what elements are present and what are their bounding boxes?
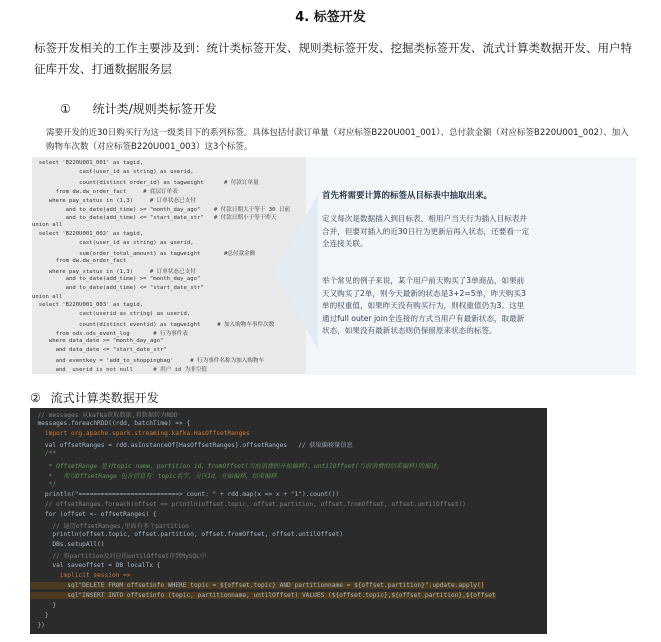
code-line: cast(userid as string) as userid,	[32, 311, 191, 318]
code-line: * 所以OffsetRange 包含信息有：topic名字，分区Id，开始偏移，结束偏移	[30, 472, 277, 480]
code-line: // messages 从kafka获取数据,将数据转为RDD	[30, 412, 178, 419]
code-line: where pay_status in (1,3) # 订单状态已支付	[32, 268, 196, 275]
code-line: // 遍历offsetRanges,里面有多个partition	[30, 523, 189, 531]
code-line: val offsetRanges = rdd.asInstanceOf[HasOffsetRanges].offsetRanges // 获取偏移量信息	[30, 442, 353, 450]
code-line: and eventkey = 'add_to_shoppingbag' # 行为事件名称为加入购物车	[32, 357, 265, 364]
figure-caption: 需要开发的近30日购买行为这一级类目下的系列标签。具体包括付款订单量（对应标签B220U001_001）、总付款金额（对应标签B220U001_002）、加入购物车次数（对应标签B220U001_003）这3个标签。	[46, 128, 629, 152]
code-line: sql"DELETE FROM offsetinfo WHERE topic = ${offset.topic} AND partitionname = ${offset.partition}".update.apply()	[30, 581, 485, 589]
code-line: val saveoffset = DB localTx {	[30, 561, 161, 569]
explanation-paragraph-1: 定义每次是数据插入到目标表，相用户当天行为插入目标表并合并，但要对插入的近30日行为更新后再入状态，还要看一定全连接关联。	[322, 214, 530, 248]
code-line: })	[30, 622, 45, 630]
sql-code-figure	[32, 157, 306, 374]
code-line: println(offset.topic, offset.partition, offset.fromOffset, offset.untilOffset)	[30, 531, 343, 539]
code-line: }	[30, 612, 49, 619]
code-line: where pay_status in (1,3) # 订单状态已支付	[32, 197, 196, 204]
code-line: and data_date <= "start_date_str"	[32, 346, 167, 353]
code-line: println("===========================> count: " + rdd.map(x => x + "1").count())	[30, 490, 340, 498]
subsection-title: 统计类/规则类标签开发	[92, 102, 217, 116]
code-line: and userid is not null # 用户 id 为非空值	[32, 366, 208, 373]
code-line: from dw.dw_order_fact	[32, 257, 127, 264]
code-line: sum(order_total_amount) as tagweight #总付款金额	[32, 251, 256, 257]
explanation-box	[306, 157, 636, 375]
scala-code-figure	[30, 408, 547, 634]
code-line: from dw.dw_order_fact # 底层订单表	[32, 188, 178, 195]
code-line: DBs.setupAll()	[30, 541, 105, 549]
code-line: and to_date(add_time) <= "start_date_str" # 付款日期小于等于昨天	[32, 215, 277, 222]
code-line: }	[30, 601, 57, 609]
code-line: and to_date(add_time) >= "month_day_ago"	[32, 275, 201, 282]
code-line: implicit session =>	[30, 571, 131, 579]
explanation-title: 首先将需要计算的标签从目标表中抽取出来。	[322, 191, 493, 201]
code-line: for (offset <- offsetRanges) {	[30, 511, 157, 518]
section-title: 4. 标签开发	[295, 10, 366, 25]
subsection-heading-statistical	[60, 100, 217, 117]
code-line: // offsetRanges.foreach(offset => println(offset.topic, offset.partition, offset.fromOffset, offset.untilOffset))	[30, 500, 466, 508]
code-line: messages.foreachRDD((rdd, batchTime) => {	[30, 420, 191, 428]
code-line: union all	[32, 222, 63, 229]
code-line: and to_date(add_time) <= "start_date_str"	[32, 284, 204, 291]
intro-paragraph: 标签开发相关的工作主要涉及到：统计类标签开发、规则类标签开发、挖掘类标签开发、流式计算类数据开发、用户特征库开发、打通数据服务层	[34, 41, 632, 76]
subsection-number: ②	[30, 391, 41, 405]
subsection-number: ①	[60, 102, 71, 116]
code-line: count(distinct eventid) as tagweight # 加入购物车事件次数	[32, 322, 275, 329]
code-line: cast(user_id as string) as userid,	[32, 168, 194, 175]
subsection-title: 流式计算类数据开发	[50, 391, 159, 405]
explanation-paragraph-2: 举个常见的例子来说，某个用户前天购买了3单商品，如果前天又购买了2单，则今天最新的状态是3+2=5单，昨天购买3单的权重值，如果昨天没有购买行为，则权重值仍为3。这里通过full outer join全连接的方式当用户有最新状态，取最新状态，如果没有最新状态则仍保留原来状态的标签。	[322, 276, 526, 335]
code-line: cast(user_id as string) as userid,	[32, 240, 194, 247]
subsection-heading-streaming	[30, 389, 159, 406]
code-line: /**	[30, 450, 57, 458]
code-line: count(distinct order_id) as tagweight # 付款订单量	[32, 179, 259, 186]
code-line: import org.apache.spark.streaming.kafka.HasOffsetRanges	[30, 430, 250, 438]
code-line: where data_date >= "month_day_ago"	[32, 338, 164, 344]
code-line: sql"INSERT INTO offsetinfo (topic, partitionname, untilOffset) VALUES (${offset.topic},${offset.partition},${offset	[30, 591, 496, 599]
code-line: union all	[32, 293, 63, 300]
code-line: from ods.ods_event_log # 行为事件表	[32, 331, 188, 338]
code-line: select 'B220U001_002' as tagid,	[32, 231, 144, 238]
code-line: // 将partition及对应的untilOffset存到MySQL中	[30, 553, 207, 561]
code-line: * OffsetRange 是对topic name、partition id、fromOffset(当前消费的开始偏移)、untilOffset(当前消费的结束偏移)的描述。	[30, 462, 443, 470]
arrow-icon	[274, 194, 318, 350]
code-line: and to_date(add_time) >= "month_day_ago" # 付款日期大于等于 30 日前	[32, 206, 291, 213]
code-line: select 'B220U001_003' as tagid,	[32, 302, 144, 309]
code-line: select 'B220U001_001' as tagid,	[32, 160, 144, 166]
code-line: */	[30, 480, 57, 488]
